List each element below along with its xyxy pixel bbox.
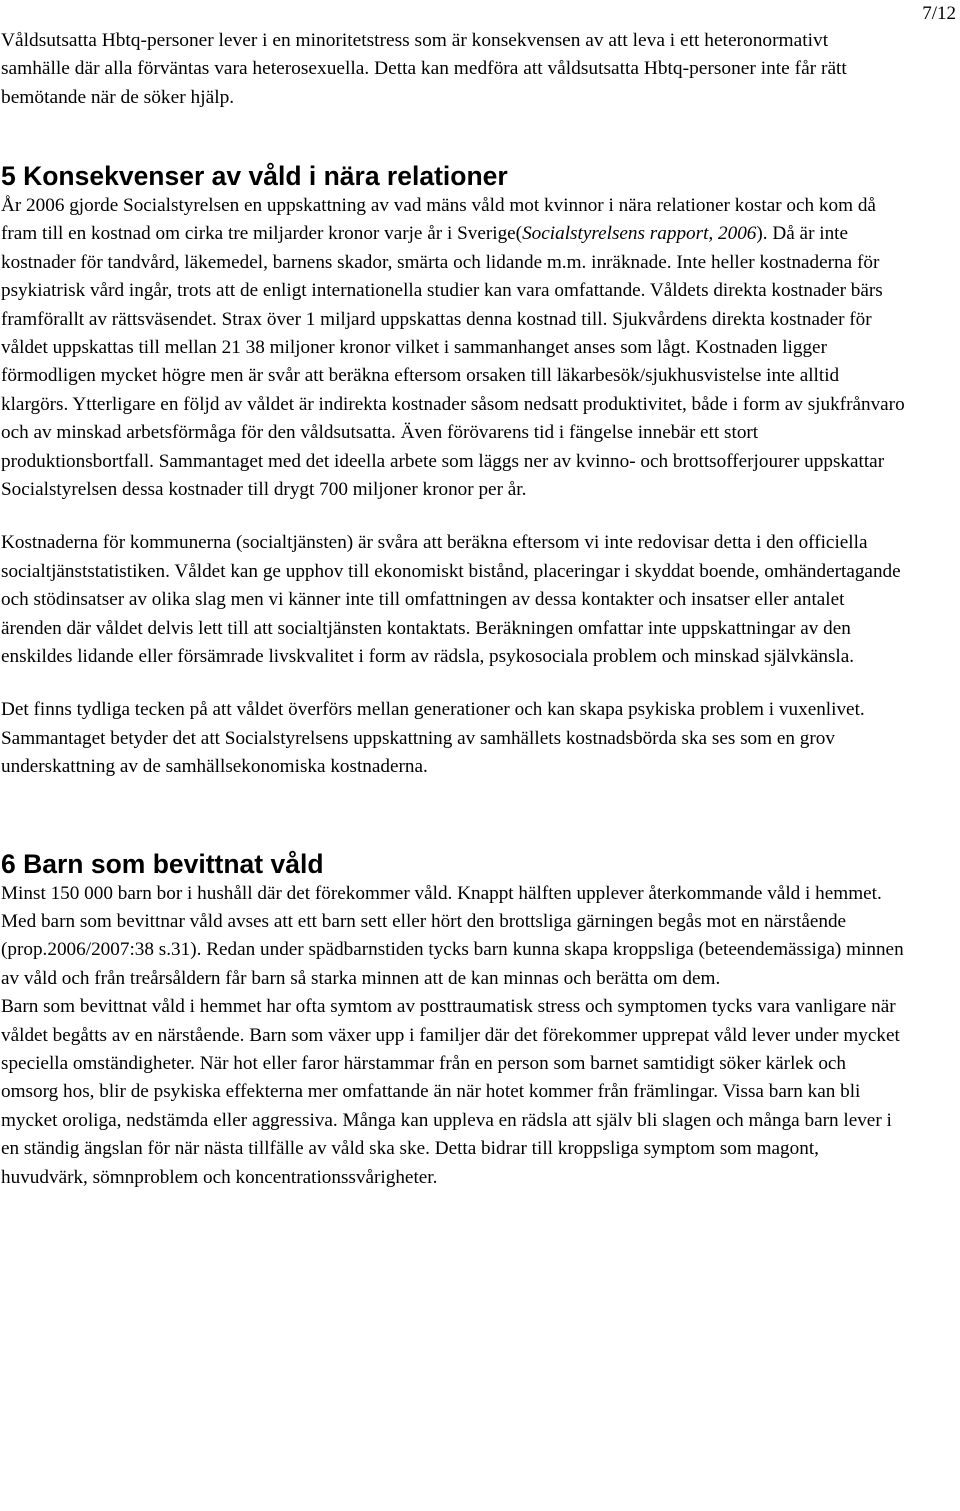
- section-5-heading: 5 Konsekvenser av våld i nära relationer: [1, 160, 508, 191]
- section-5-paragraph-1: [1, 192, 906, 504]
- page-number: 7/12: [922, 3, 956, 24]
- section-6-paragraph-2: Barn som bevittnat våld i hemmet har ofta symtom av posttraumatisk stress och symptomen tycks vara vanligare när våldet begåtts av en närstående. Barn som växer upp i familjer där det förekommer upprepat våld lever under mycket speciella omständigheter. När hot eller faror härstammar från en person som barnet samtidigt söker kärlek och omsorg hos, blir de psykiska effekterna mer omfattande än när hotet kommer från främlingar. Vissa barn kan bli mycket oroliga, nedstämda eller aggressiva. Många kan uppleva en rädsla att själv bli slagen och många barn lever i en ständig ängslan för när nästa tillfälle av våld ska ske. Detta bidrar till kroppsliga symptom som magont, huvudvärk, sömnproblem och koncentrationssvårigheter.: [1, 996, 900, 1188]
- section-5-paragraph-1-text-a: År 2006 gjorde Socialstyrelsen en uppskattning av vad mäns våld mot kvinnor i nära relationer kostar och kom då fram till en kostnad om cirka tre miljarder kronor varje år i Sverige(: [1, 194, 876, 245]
- citation-socialstyrelsens-rapport: Socialstyrelsens rapport, 2006: [522, 223, 757, 245]
- section-5-paragraph-3: Det finns tydliga tecken på att våldet överförs mellan generationer och kan skapa psykiska problem i vuxenlivet. Sammantaget betyder det att Socialstyrelsens uppskattning av samhällets kostnadsbörda ska ses som en grov underskattning av de samhällsekonomiska kostnaderna.: [1, 699, 865, 778]
- intro-paragraph: Våldsutsatta Hbtq-personer lever i en minoritetstress som är konsekvensen av att leva i ett heteronormativt samhälle där alla förväntas vara heterosexuella. Detta kan medföra att våldsutsatta Hbtq-personer inte får rätt bemötande när de söker hjälp.: [1, 30, 847, 108]
- section-6-paragraph-1: Minst 150 000 barn bor i hushåll där det förekommer våld. Knappt hälften upplever återkommande våld i hemmet. Med barn som bevittnar våld avses att ett barn sett eller hört den brottsliga gärningen begås mot en närstående (prop.2006/2007:38 s.31). Redan under spädbarnstiden tycks barn kunna skapa kroppsliga (beteendemässiga) minnen av våld och från treårsåldern får barn så starka minnen att de kan minnas och berätta om dem.: [1, 882, 904, 989]
- section-5-paragraph-2: Kostnaderna för kommunerna (socialtjänsten) är svåra att beräkna eftersom vi inte redovisar detta i den officiella socialtjänststatistiken. Våldet kan ge upphov till ekonomiskt bistånd, placeringar i skyddat boende, omhändertagande och stödinsatser av olika slag men vi känner inte till omfattningen av dessa kontakter och insatser eller antalet ärenden där våldet delvis lett till att socialtjänsten kontaktats. Beräkningen omfattar inte uppskattningar av den enskildes lidande eller försämrade livskvalitet i form av rädsla, psykosociala problem och minskad självkänsla.: [1, 532, 901, 667]
- section-6-heading: 6 Barn som bevittnat våld: [1, 848, 324, 879]
- section-5-paragraph-1-text-b: ). Då är inte kostnader för tandvård, läkemedel, barnens skador, smärta och lidande m.m. inräknade. Inte heller kostnaderna för psykiatrisk vård ingår, trots att de enligt internationella studier kan vara omfattande. Våldets direkta kostnader bärs framförallt av rättsväsendet. Strax över 1 miljard uppskattas denna kostnad till. Sjukvårdens direkta kostnader för våldet uppskattas till mellan 21 38 miljoner kronor vilket i sammanhanget anses som lågt. Kostnaden ligger förmodligen mycket högre men är svår att beräkna eftersom orsaken till läkarbesök/sjukhusvistelse inte alltid klargörs. Ytterligare en följd av våldet är indirekta kostnader såsom nedsatt produktivitet, både i form av sjukfrånvaro och av minskad arbetsförmåga för den våldsutsatta. Även förövarens tid i fängelse innebär ett stort produktionsbortfall. Sammantaget med det ideella arbete som läggs ner av kvinno- och brottsofferjourer uppskattar Socialstyrelsen dessa kostnader till drygt 700 miljoner kronor per år.: [1, 223, 905, 500]
- document-body: [1, 27, 906, 1192]
